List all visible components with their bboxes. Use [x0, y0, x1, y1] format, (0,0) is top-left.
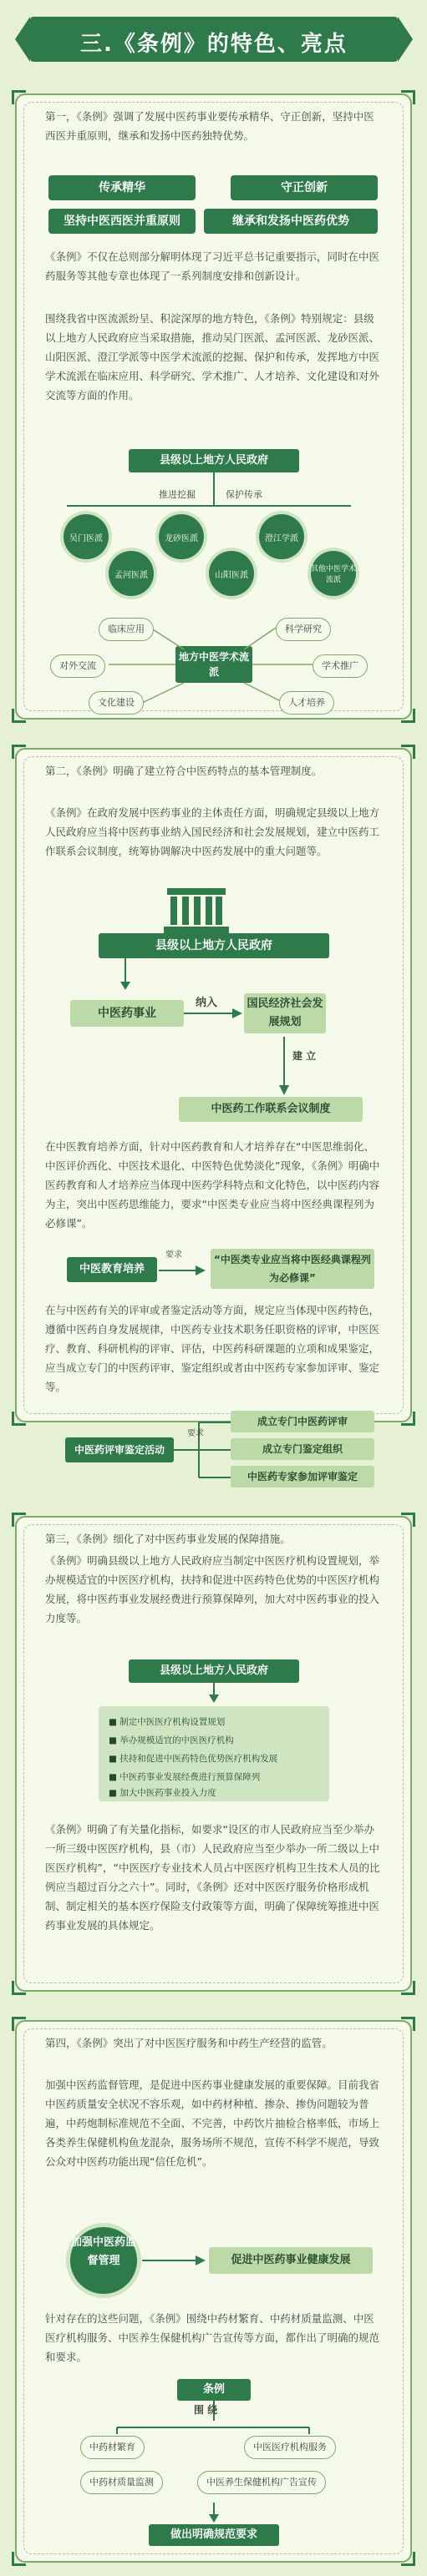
s4-item-ads: 中医养生保健机构广告宣传	[197, 2471, 326, 2494]
s4-result-box: 做出明确规范要求	[149, 2524, 279, 2546]
s2-para4: 在与中医药有关的评审或者鉴定活动等方面，规定应当体现中医药特色，遵循中医药自身发展规律，中医药专业技术职务任职资格的评审，中医医疗、教育、科研机构的评审、评估，中医药科研课题的立项和成果鉴定，应当成立专门的中医药评审、鉴定组织或者由中医药专家参加评审、鉴定等。	[45, 1304, 380, 1393]
s2-intro: 第二，《条例》明确了建立符合中医药特点的基本管理制度。	[45, 765, 323, 777]
s3-gov-box: 县级以上地方人民政府	[129, 1659, 299, 1683]
s1-intro: 第一，《条例》强调了发展中医药事业要传承精华、守正创新，坚持中医西医并重原则，继承和发扬中医药独特优势。	[45, 110, 374, 142]
s4-strengthen-circle: 加强中医药监督管理	[70, 2227, 137, 2294]
s1-para2: 《条例》不仅在总则部分解明体现了习近平总书记重要指示，同时在中医药服务等其他专章也体现了一系列制度安排和创新设计。	[45, 250, 380, 282]
s4-item-breeding: 中药材繁育	[80, 2436, 145, 2459]
s3-measure-2: ■ 举办规模适宜的中医医疗机构	[109, 1735, 234, 1745]
school-menghe: 孟河医派	[109, 551, 154, 596]
s3-measure-3: ■ 扶持和促进中医药特色优势医疗机构发展	[109, 1754, 278, 1764]
s3-gov-arrow	[206, 1683, 222, 1705]
s4-para2: 加强中医药监督管理，是促进中医药事业健康发展的重要保障。目前我省中医药质量安全状况不容乐观，如中药材种植、掺杂、掺伪问题较为普遍，中药炮制标准规范不全面、不完善，中药饮片抽检合格率低，市场上各类养生保健机构鱼龙混杂，服务场所不规范，宣传不科学不规范，导致公众对中医药功能出现“信任危机”。	[45, 2078, 380, 2168]
s2-para2: 《条例》在政府发展中医药事业的主体责任方面，明确规定县级以上地方人民政府应当将中医药事业纳入国民经济和社会发展规划，建立中医药工作联系会议制度，统筹协调解决中医药发展中的重大问题等。	[45, 806, 380, 857]
use-exchange: 对外交流	[50, 654, 105, 678]
s2-req-label: 要求	[165, 1250, 182, 1260]
s1-para3: 围绕我省中医流派纷呈、积淀深厚的地方特色，《条例》特别规定：县级以上地方人民政府应当采取措施，推动吴门医派、孟河医派、龙砂医派、山阳医派、澄江学派等中医学术流派的挖掘、保护和传承，发挥地方中医学术流派在临床应用、科学研究、学术推广、人才培养、文化建设和对外交流等方面的作用。	[45, 312, 380, 402]
s3-measure-1: ■ 制定中医医疗机构设置规划	[109, 1717, 226, 1727]
s3-measures-list	[99, 1706, 329, 1801]
s4-promote-box: 促进中医药事业健康发展	[209, 2247, 373, 2274]
s4-rule-box: 条例	[177, 2379, 251, 2401]
school-wumen: 吴门医派	[64, 514, 109, 559]
pill-innovate: 守正创新	[231, 175, 378, 200]
s3-measure-5: ■ 加大中医药事业投入力度	[109, 1788, 216, 1798]
s2-eval-req-1: 成立专门中医药评审	[231, 1411, 374, 1432]
pill-equal: 坚持中医西医并重原则	[48, 209, 196, 234]
government-building-icon	[159, 885, 234, 935]
s2-gov-box: 县级以上地方人民政府	[99, 933, 329, 958]
s3-para2: 《条例》明确县级以上地方人民政府应当制定中医医疗机构设置规划，举办规模适宜的中医医疗机构，扶持和促进中医药特色优势的中医医疗机构发展，将中医药事业发展经费进行预算保障列，加大对中医药事业的投入力度等。	[45, 1554, 380, 1624]
s2-req2-label: 要求	[187, 1429, 204, 1438]
s4-intro: 第四，《条例》突出了对中医医疗服务和中药生产经营的监管。	[45, 2037, 333, 2049]
s3-measure-4: ■ 中医药事业发展经费进行预算保障列	[109, 1772, 261, 1782]
s2-build-label: 建 立	[292, 1050, 317, 1062]
use-culture: 文化建设	[89, 691, 144, 715]
s2-meeting-box: 中医药工作联系会议制度	[179, 1097, 363, 1122]
s1-center-box: 地方中医学术流派	[175, 646, 252, 683]
s3-intro: 第三，《条例》细化了对中医药事业发展的保障措施。	[45, 1533, 291, 1545]
s2-tcm-box: 中医药事业	[70, 1000, 184, 1027]
s4-para3: 针对存在的这些问题，《条例》围绕中药材繁育、中药材质量监测、中医医疗机构服务、中医养生保健机构广告宣传等方面，都作出了明确的规范和要求。	[45, 2312, 380, 2363]
s1-gov-box: 县级以上地方人民政府	[129, 449, 299, 472]
school-shanyang: 山阳医派	[209, 551, 254, 596]
section-title: 三.《条例》的特色、亮点	[80, 32, 348, 57]
s4-item-medical: 中医医疗机构服务	[244, 2436, 336, 2459]
pill-inherit: 传承精华	[48, 175, 196, 200]
use-promotion: 学术推广	[313, 654, 368, 678]
s2-eval-req-2: 成立专门鉴定组织	[231, 1438, 374, 1460]
s4-around-label: 围 绕	[194, 2404, 218, 2416]
s3-para3: 《条例》明确了有关量化指标，如要求“设区的市人民政府应当至少举办一所三级中医医疗机构，县（市）人民政府应当至少举办一所二级以上中医医疗机构”，“中医医疗专业技术人员占中医医疗机构卫生技术人员的比例应当超过百分之六十”。同时，《条例》还对中医医疗服务价格形成机制、制定相关的基本医疗保险支付政策等方面，明确了保障统筹推进中医药事业发展的具体规定。	[45, 1823, 380, 1932]
school-other: 其他中医学术流派	[311, 551, 356, 596]
s4-strengthen-arrow	[142, 2252, 209, 2269]
s1-push-label: 推进挖掘	[159, 489, 196, 500]
s4-item-quality: 中药材质量监测	[80, 2471, 163, 2494]
use-talent: 人才培养	[279, 691, 334, 715]
pill-advantage: 继承和发扬中医药优势	[204, 209, 378, 234]
s2-eval-req-3: 中医药专家参加评审鉴定	[231, 1466, 374, 1488]
school-chengjiang: 澄江学派	[259, 514, 304, 559]
s2-para3: 在中医教育培养方面，针对中医药教育和人才培养存在“中医思维弱化、中医评价西化、中医技术退化、中医特色优势淡化”现象，《条例》明确中医药教育和人才培养应当体现中医药学科特点和文化特色，以中医药内容为主，突出中医药思维能力，要求“中医类专业应当将中医经典课程列为必修课”。	[45, 1140, 380, 1230]
section-title-banner	[30, 17, 398, 62]
s2-edu-box: 中医教育培养	[67, 1257, 157, 1282]
s2-edu-arrow	[159, 1262, 209, 1279]
s2-include-label: 纳入	[196, 997, 218, 1009]
s2-eval-box: 中医药评审鉴定活动	[65, 1437, 174, 1462]
school-longsha: 龙砂医派	[159, 514, 204, 559]
s2-plan-box: 国民经济社会发展规划	[244, 993, 326, 1033]
use-research: 科学研究	[276, 618, 331, 641]
s1-protect-label: 保护传承	[226, 489, 262, 500]
s2-edu-req-box: “中医类专业应当将中医经典课程列为必修课”	[211, 1249, 374, 1289]
use-clinical: 临床应用	[99, 618, 154, 641]
